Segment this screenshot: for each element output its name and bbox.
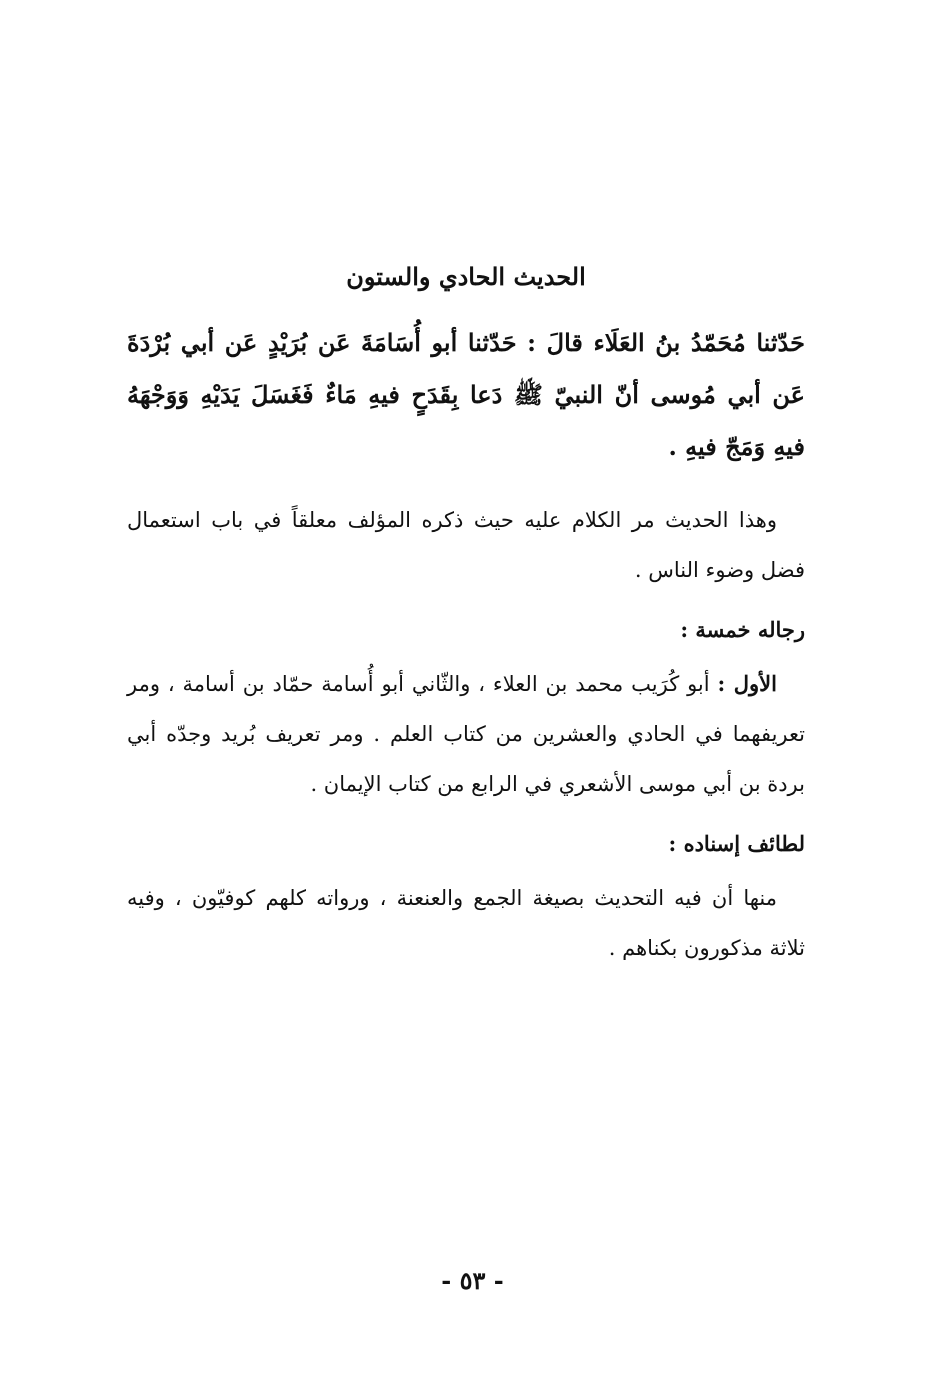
narrators-lead: الأول : [717, 671, 777, 696]
narrators-title: رجاله خمسة : [680, 617, 805, 642]
narrators-paragraph [127, 659, 805, 809]
page-content [127, 255, 805, 973]
hadith-heading: الحديث الحادي والستون [346, 262, 586, 291]
chain-subtleties-paragraph: منها أن فيه التحديث بصيغة الجمع والعنعنة ، ورواته كلهم كوفيّون ، وفيه ثلاثة مذكورون بكناهم . [127, 886, 805, 960]
narrators-text: أبو كُرَيب محمد بن العلاء ، والثّاني أبو أُسامة حمّاد بن أسامة ، ومر تعريفهما في الحادي والعشرين من كتاب العلم . ومر تعريف بُريد وجدّه أبي بردة بن أبي موسى الأشعري في الرابع من كتاب الإيمان . [127, 672, 805, 796]
intro-paragraph: وهذا الحديث مر الكلام عليه حيث ذكره المؤلف معلقاً في باب استعمال فضل وضوء الناس . [127, 508, 805, 582]
chain-subtleties-title: لطائف إسناده : [668, 831, 805, 856]
hadith-text: حَدّثنا مُحَمّدُ بنُ العَلَاء قالَ : حَدّثنا أبو أُسَامَةَ عَن بُرَيْدٍ عَن أبي بُرْدَةَ عَن أبي مُوسى أنّ النبيّ ﷺ دَعا بِقَدَحٍ فيهِ مَاءٌ فَغَسَلَ يَدَيْهِ وَوَجْهَهُ فيهِ وَمَجّ فيهِ . [127, 328, 805, 461]
page-number: - ٥٣ - [441, 1266, 504, 1295]
